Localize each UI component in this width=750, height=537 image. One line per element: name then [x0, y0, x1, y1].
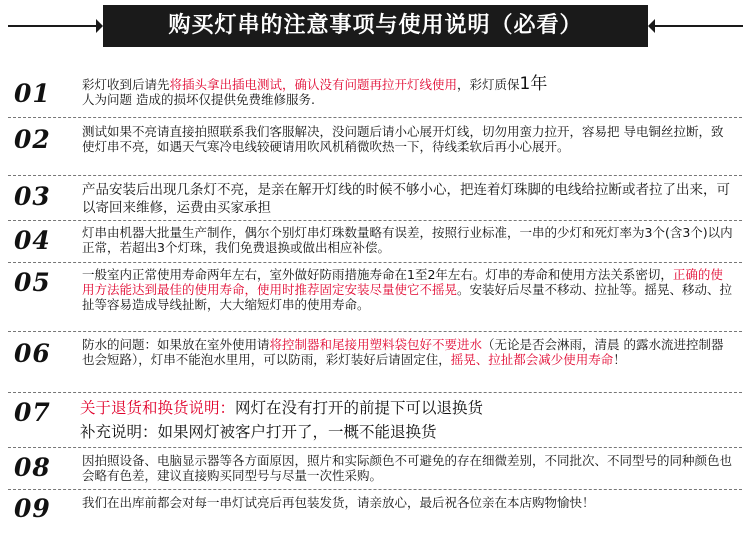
item-number: 06 [14, 339, 51, 368]
item-number: 08 [14, 453, 51, 482]
item-number: 04 [14, 226, 51, 255]
notice-item-02 [8, 121, 742, 171]
notice-item-05 [8, 266, 742, 330]
title-arrow-right [648, 19, 655, 33]
title-arrow-left [96, 19, 103, 33]
divider [8, 262, 742, 263]
divider [8, 117, 742, 118]
notice-item-08 [8, 451, 742, 489]
item-text-line-1: 关于退货和换货说明：网灯在没有打开的前提下可以退换货 [80, 399, 484, 417]
divider [8, 220, 742, 221]
title-rule-right [655, 25, 743, 27]
item-text: 因拍照设备、电脑显示器等各方面原因，照片和实际颜色不可避免的存在细微差别，不同批次、不同型号的同种颜色也会略有色差，建议直接购买同型号与尽量一次性采购。 [82, 453, 733, 483]
item-number: 01 [14, 79, 51, 108]
item-text-line-2: 补充说明：如果网灯被客户打开了，一概不能退换货 [80, 423, 437, 441]
item-text: 防水的问题：如果放在室外使用请将控制器和尾接用塑料袋包好不要进水（无论是否会淋雨，清晨 的露水流进控制器也会短路），灯串不能泡水里用，可以防雨，彩灯装好后请固定住，摇晃、拉扯都会减少使用寿命！ [82, 337, 724, 367]
item-text: 测试如果不亮请直接拍照联系我们客服解决，没问题后请小心展开灯线，切勿用蛮力拉开，容易把 导电铜丝拉断，致使灯串不亮，如遇天气寒冷电线较硬请用吹风机稍微吹热一下，待线柔软后再小心展开。 [82, 124, 724, 154]
notice-item-01 [8, 75, 742, 115]
notice-item-03 [8, 179, 742, 219]
divider [8, 489, 742, 490]
item-text: 我们在出库前都会对每一串灯试亮后再包装发货，请亲放心，最后祝各位亲在本店购物愉快！ [82, 495, 595, 510]
page-title: 购买灯串的注意事项与使用说明（必看） [168, 13, 583, 38]
item-text: 产品安装后出现几条灯不亮，是亲在解开灯线的时候不够小心，把连着灯珠脚的电线给拉断或者拉了出来，可以寄回来维修，运费由买家承担 [82, 182, 730, 216]
notice-item-06 [8, 335, 742, 391]
item-number: 02 [14, 125, 51, 154]
divider [8, 331, 742, 332]
item-number: 09 [14, 494, 51, 523]
item-text: 灯串由机器大批量生产制作，偶尔个别灯串灯珠数量略有误差，按照行业标准，一串的少灯和死灯率为3个(含3个)以内正常，若超出3个灯珠，我们免费退换或做出相应补偿。 [82, 225, 733, 255]
item-text: 彩灯收到后请先将插头拿出插电测试，确认没有问题再拉开灯线使用，彩灯质保1年 人为问题 造成的损坏仅提供免费维修服务. [82, 74, 548, 107]
notice-item-09 [8, 492, 742, 532]
notice-item-07 [8, 396, 742, 446]
item-number: 05 [14, 268, 51, 297]
item-number: 03 [14, 182, 51, 211]
divider [8, 392, 742, 393]
header [0, 0, 750, 52]
item-text: 一般室内正常使用寿命两年左右，室外做好防雨措施寿命在1至2年左右。灯串的寿命和使用方法关系密切，正确的使用方法能达到最佳的使用寿命，使用时推荐固定安装尽量使它不摇晃。安装好后尽量不移动、拉扯等。摇晃、移动、拉扯等容易造成导线扯断，大大缩短灯串的使用寿命。 [82, 267, 733, 312]
divider [8, 447, 742, 448]
notice-item-04 [8, 224, 742, 260]
divider [8, 175, 742, 176]
item-number: 07 [14, 398, 51, 427]
title-rule-left [8, 25, 96, 27]
